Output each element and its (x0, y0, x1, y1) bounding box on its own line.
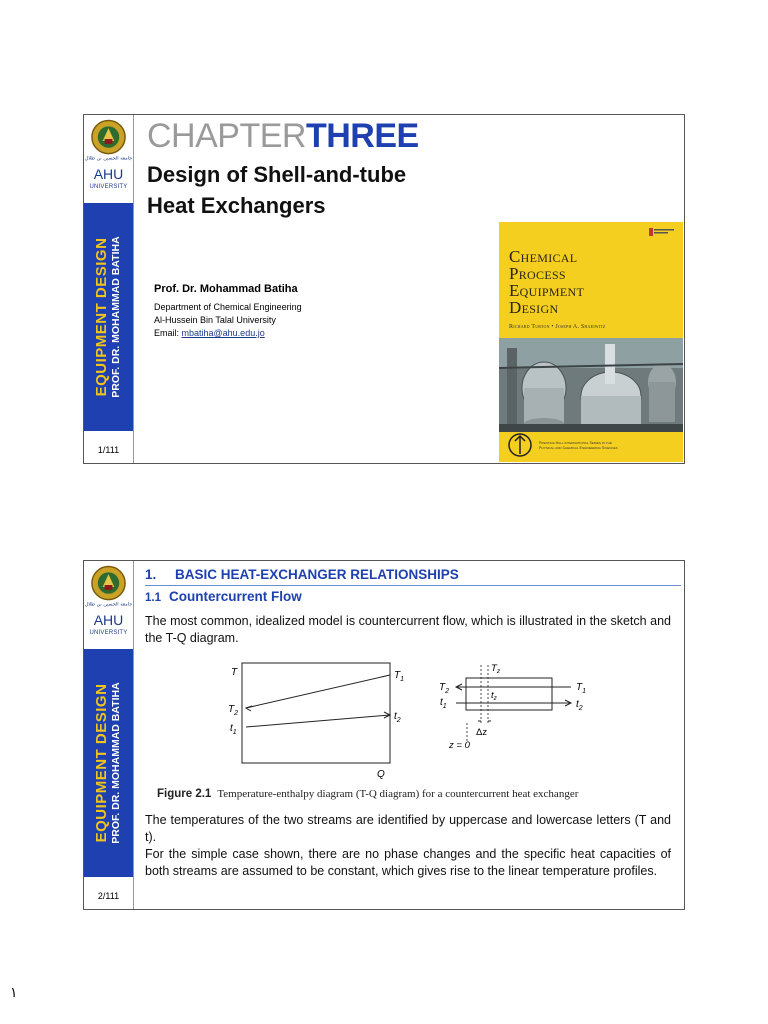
series-line-2: Physical and Chemical Engineering Sciences (539, 446, 618, 450)
label-tz: $t_z$ (491, 690, 497, 702)
label-Tz: $T_z$ (491, 663, 501, 675)
svg-text:جامعة الحسين بن طلال: جامعة الحسين بن طلال (84, 601, 133, 608)
publisher-logo-icon (649, 227, 675, 237)
subsection-heading (145, 589, 302, 604)
sketch-t2: $t_2$ (576, 699, 583, 712)
equipment-photo (499, 338, 683, 432)
book-title-line-2: Process (509, 264, 566, 283)
label-t1: $t_1$ (230, 723, 237, 736)
caption-text: Temperature-enthalpy diagram (T-Q diagram) for a countercurrent heat exchanger (217, 788, 579, 800)
slide-sidebar (84, 115, 134, 463)
caption-number: Figure 2.1 (157, 788, 212, 800)
banner-title: EQUIPMENT DESIGN (93, 237, 110, 397)
book-cover (499, 222, 683, 462)
vertical-banner (84, 203, 133, 431)
section-heading (145, 567, 459, 582)
subsection-number: 1.1 (145, 592, 161, 604)
vertical-banner (84, 649, 133, 877)
heading-rule (145, 585, 681, 586)
university-crest-icon (84, 117, 133, 163)
sketch-T2: $T_2$ (439, 682, 450, 695)
book-title (509, 248, 584, 316)
university-label: UNIVERSITY (89, 184, 128, 190)
page-number: 2/111 (97, 891, 120, 901)
hot-arrow-icon (246, 706, 252, 711)
chapter-number: THREE (305, 117, 419, 155)
subsection-title: Countercurrent Flow (169, 589, 302, 604)
series-line-1: Prentice Hall International Series in the (539, 441, 612, 445)
email-row (154, 327, 302, 340)
body-paragraph (145, 812, 671, 880)
department: Department of Chemical Engineering (154, 302, 302, 312)
label-z0: z = 0 (449, 740, 470, 751)
label-dz: Δz (476, 727, 488, 738)
cold-stream-line (246, 715, 390, 727)
email-link[interactable]: mbatiha@ahu.edu.jo (181, 328, 265, 338)
series-logo-icon (507, 432, 533, 458)
author-affiliation (154, 301, 302, 340)
slide-title (147, 159, 477, 221)
hot-stream-line (246, 675, 390, 708)
book-series (539, 441, 669, 451)
sheet-page-number: ١ (10, 985, 18, 1001)
label-T1: $T_1$ (394, 670, 405, 683)
university-crest-icon (84, 563, 133, 609)
axis-q-label: Q (377, 769, 385, 780)
figure-caption (157, 788, 578, 800)
book-authors: Richard Turton • Joseph A. Shaeiwitz (509, 324, 606, 330)
svg-text:جامعة الحسين بن طلال: جامعة الحسين بن طلال (84, 155, 133, 162)
exchanger-tube (466, 678, 552, 710)
sketch-t1: $t_1$ (440, 697, 447, 710)
body-line-2: For the simple case shown, there are no phase changes and the specific heat capacities of both streams are assumed to be constant, which gives rise to the linear temperature profiles. (145, 847, 671, 878)
body-line-1: The temperatures of the two streams are identified by uppercase and lowercase letters (T and t). (145, 813, 671, 844)
book-title-line-3: Equipment (509, 281, 585, 300)
banner-author: PROF. DR. MOHAMMAD BATIHA (110, 682, 122, 844)
slide-2 (83, 560, 685, 910)
tq-diagram (156, 651, 664, 799)
slide-sidebar (84, 561, 134, 909)
section-number: 1. (145, 567, 157, 582)
email-label: Email: (154, 328, 182, 338)
axis-t-label: T (231, 667, 238, 678)
sketch-T1: $T_1$ (576, 682, 587, 695)
label-t2: $t_2$ (394, 711, 401, 724)
book-title-line-1: Chemical (509, 247, 578, 266)
banner-title: EQUIPMENT DESIGN (93, 683, 110, 843)
slide-1 (83, 114, 685, 464)
ahu-label: AHU (93, 612, 124, 628)
page-number: 1/111 (97, 445, 120, 455)
title-line-2: Heat Exchangers (147, 193, 326, 218)
intro-paragraph: The most common, idealized model is countercurrent flow, which is illustrated in the sketch and the T-Q diagram. (145, 614, 671, 645)
chapter-word: CHAPTER (147, 117, 306, 155)
banner-author: PROF. DR. MOHAMMAD BATIHA (110, 236, 122, 398)
book-title-line-4: Design (509, 298, 559, 317)
title-line-1: Design of Shell-and-tube (147, 162, 407, 187)
section-title: BASIC HEAT-EXCHANGER RELATIONSHIPS (175, 567, 459, 582)
chapter-heading (147, 117, 419, 155)
ahu-label: AHU (93, 166, 124, 182)
university-label: UNIVERSITY (89, 630, 128, 636)
label-T2: $T_2$ (228, 704, 239, 717)
author-name: Prof. Dr. Mohammad Batiha (154, 283, 298, 295)
university-name: Al-Hussein Bin Talal University (154, 315, 276, 325)
tq-plot-frame (242, 663, 390, 763)
